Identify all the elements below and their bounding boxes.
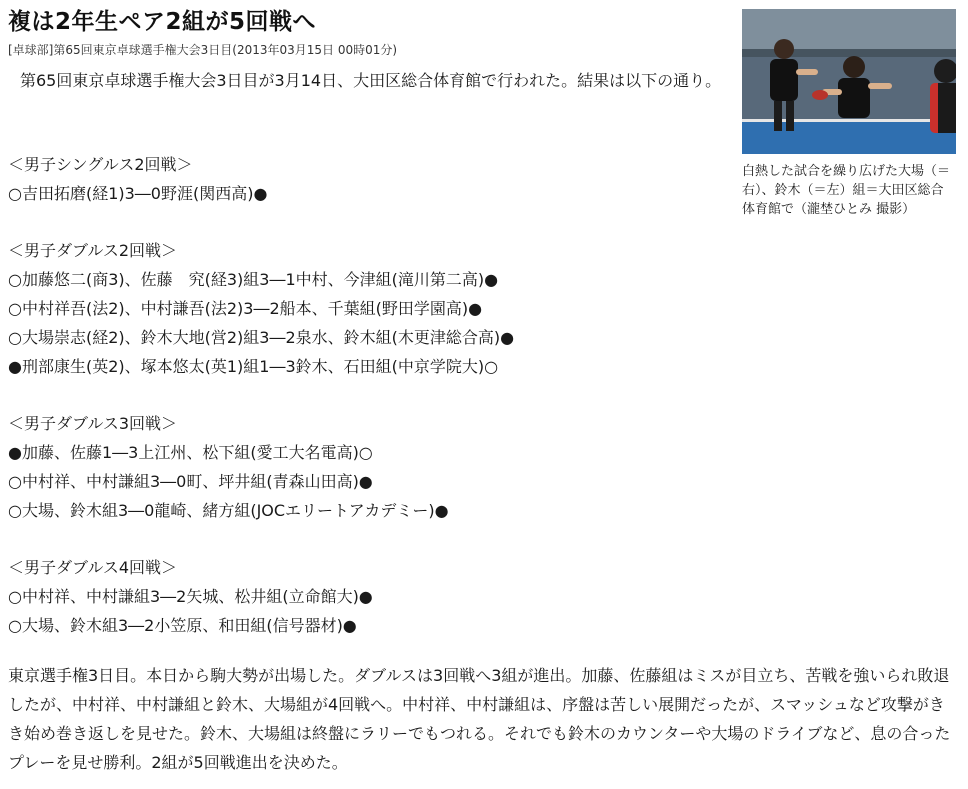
result-line: ○大場、鈴木組3―2小笠原、和田組(信号器材)● [8,616,357,635]
article-headline: 複は2年生ペア2組が5回戦へ [8,9,317,35]
section-title: ＜男子ダブルス4回戦＞ [8,558,178,577]
results-list [8,150,728,668]
result-line: ○大場、鈴木組3―0龍崎、緒方組(JOCエリートアカデミー)● [8,501,449,520]
result-line: ●加藤、佐藤1―3上江州、松下組(愛工大名電高)○ [8,443,373,462]
article-photo [742,9,956,154]
results-section [8,236,728,381]
results-section [8,409,728,525]
table-tennis-photo-illustration [742,9,956,154]
result-line: ○加藤悠二(商3)、佐藤 究(経3)組3―1中村、今津組(滝川第二高)● [8,270,499,289]
photo-stands [742,9,956,49]
lead-text: 第65回東京卓球選手権大会3日目が3月14日、大田区総合体育館で行われた。結果は以下の通り。 [20,71,722,90]
section-title: ＜男子ダブルス3回戦＞ [8,414,178,433]
section-title: ＜男子ダブルス2回戦＞ [8,241,178,260]
article-lead [8,66,728,95]
results-section [8,150,728,208]
result-line: ○大場崇志(経2)、鈴木大地(営2)組3―2泉水、鈴木組(木更津総合高)● [8,328,515,347]
article-summary: 東京選手権3日目。本日から駒大勢が出場した。ダブルスは3回戦へ3組が進出。加藤、佐藤組はミスが目立ち、苦戦を強いられ敗退したが、中村祥、中村謙組と鈴木、大場組が4回戦へ。中村祥、中村謙組は、序盤は苦しい展開だったが、スマッシュなど攻撃がきき始め巻き返しを見せた。鈴木、大場組は終盤にラリーでもつれる。それでも鈴木のカウンターや大場のドライブなど、息の合ったプレーを見せ勝利。2組が5回戦進出を決めた。 [8,666,951,772]
section-title: ＜男子シングルス2回戦＞ [8,155,193,174]
result-line: ○中村祥、中村謙組3―0町、坪井組(青森山田高)● [8,472,373,491]
result-line: ○中村祥、中村謙組3―2矢城、松井組(立命館大)● [8,587,373,606]
article-meta: [卓球部]第65回東京卓球選手権大会3日目(2013年03月15日 00時01分) [8,43,398,57]
result-line: ○吉田拓磨(経1)3―0野涯(関西高)● [8,184,268,203]
results-section [8,553,728,640]
result-line: ○中村祥吾(法2)、中村謙吾(法2)3―2船本、千葉組(野田学園高)● [8,299,483,318]
photo-caption: 白熱した試合を繰り広げた大場（＝右）、鈴木（＝左）組＝大田区総合体育館で（瀧埜ひとみ 撮影） [742,164,951,217]
result-line: ●刑部康生(英2)、塚本悠太(英1)組1―3鈴木、石田組(中京学院大)○ [8,357,499,376]
